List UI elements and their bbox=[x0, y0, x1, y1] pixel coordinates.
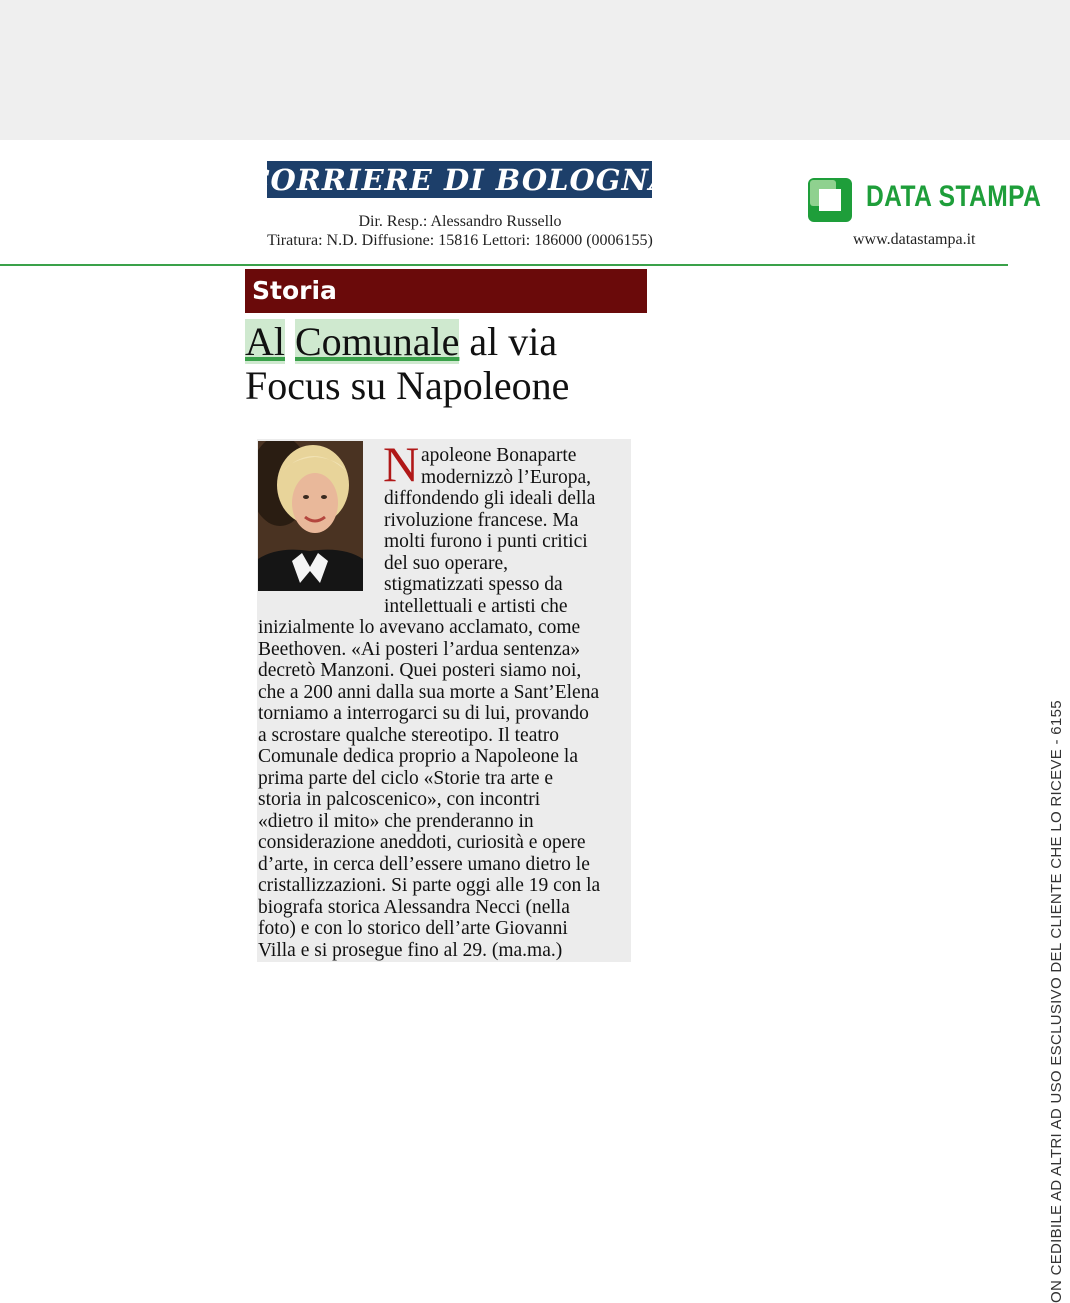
article-line: d’arte, in cerca dell’essere umano dietro le bbox=[258, 853, 590, 875]
article-line: modernizzò l’Europa, bbox=[421, 466, 592, 488]
article-line: Comunale dedica proprio a Napoleone la bbox=[258, 746, 579, 767]
article-box bbox=[257, 436, 631, 962]
article-headline bbox=[245, 320, 665, 408]
article-line: rivoluzione francese. Ma bbox=[384, 509, 579, 531]
article-line: stigmatizzati spesso da bbox=[384, 574, 563, 595]
headline-line2: Focus su Napoleone bbox=[245, 363, 570, 408]
article-line: inizialmente lo avevano acclamato, come bbox=[258, 617, 581, 638]
data-stampa-logo-icon bbox=[808, 178, 852, 222]
article-line: intellettuali e artisti che bbox=[384, 595, 568, 617]
article-line: apoleone Bonaparte bbox=[421, 445, 577, 466]
article-line: diffondendo gli ideali della bbox=[384, 488, 596, 509]
agency-name: DATA STAMPA bbox=[866, 180, 1042, 213]
article-line: considerazione aneddoti, curiosità e opere bbox=[258, 832, 586, 853]
article-line: decretò Manzoni. Quei posteri siamo noi, bbox=[258, 660, 582, 681]
headline-highlight-comunale: Comunale bbox=[295, 319, 460, 364]
section-kicker: Storia bbox=[245, 269, 647, 313]
article-line: torniamo a interrogarci su di lui, provando bbox=[258, 703, 589, 724]
director-line: Dir. Resp.: Alessandro Russello bbox=[358, 213, 562, 230]
top-gray-band bbox=[0, 0, 1070, 140]
article-line: del suo operare, bbox=[384, 552, 508, 574]
headline-line1-rest: al via bbox=[459, 319, 558, 364]
article-line: a scrostare qualche stereotipo. Il teatro bbox=[258, 724, 560, 746]
article-line: che a 200 anni dalla sua morte a Sant’Elena bbox=[258, 681, 600, 703]
article-line: Beethoven. «Ai posteri l’ardua sentenza» bbox=[258, 638, 581, 660]
article-line: prima parte del ciclo «Storie tra arte e bbox=[258, 767, 554, 789]
newspaper-masthead: CORRIERE DI BOLOGNA bbox=[246, 162, 673, 197]
circulation-line: Tiratura: N.D. Diffusione: 15816 Lettori: 186000 (0006155) bbox=[267, 232, 653, 249]
article-line: foto) e con lo storico dell’arte Giovanni bbox=[258, 918, 568, 939]
article-line: Villa e si prosegue fino al 29. (ma.ma.) bbox=[258, 939, 563, 961]
drop-cap: N bbox=[383, 436, 420, 492]
header-divider bbox=[0, 264, 1008, 266]
article-body bbox=[258, 436, 631, 961]
article-line: «dietro il mito» che prenderanno in bbox=[258, 810, 534, 832]
article-line: storia in palcoscenico», con incontri bbox=[258, 789, 541, 810]
article-line: cristallizzazioni. Si parte oggi alle 19 con la bbox=[258, 875, 601, 896]
copyright-side-note: ON CEDIBILE AD ALTRI AD USO ESCLUSIVO DEL CLIENTE CHE LO RICEVE - 6155 bbox=[1048, 700, 1065, 1303]
article-line: biografa storica Alessandra Necci (nella bbox=[258, 896, 570, 918]
article-line: molti furono i punti critici bbox=[384, 531, 588, 552]
agency-url: www.datastampa.it bbox=[853, 231, 976, 248]
headline-highlight-al: Al bbox=[245, 319, 285, 364]
